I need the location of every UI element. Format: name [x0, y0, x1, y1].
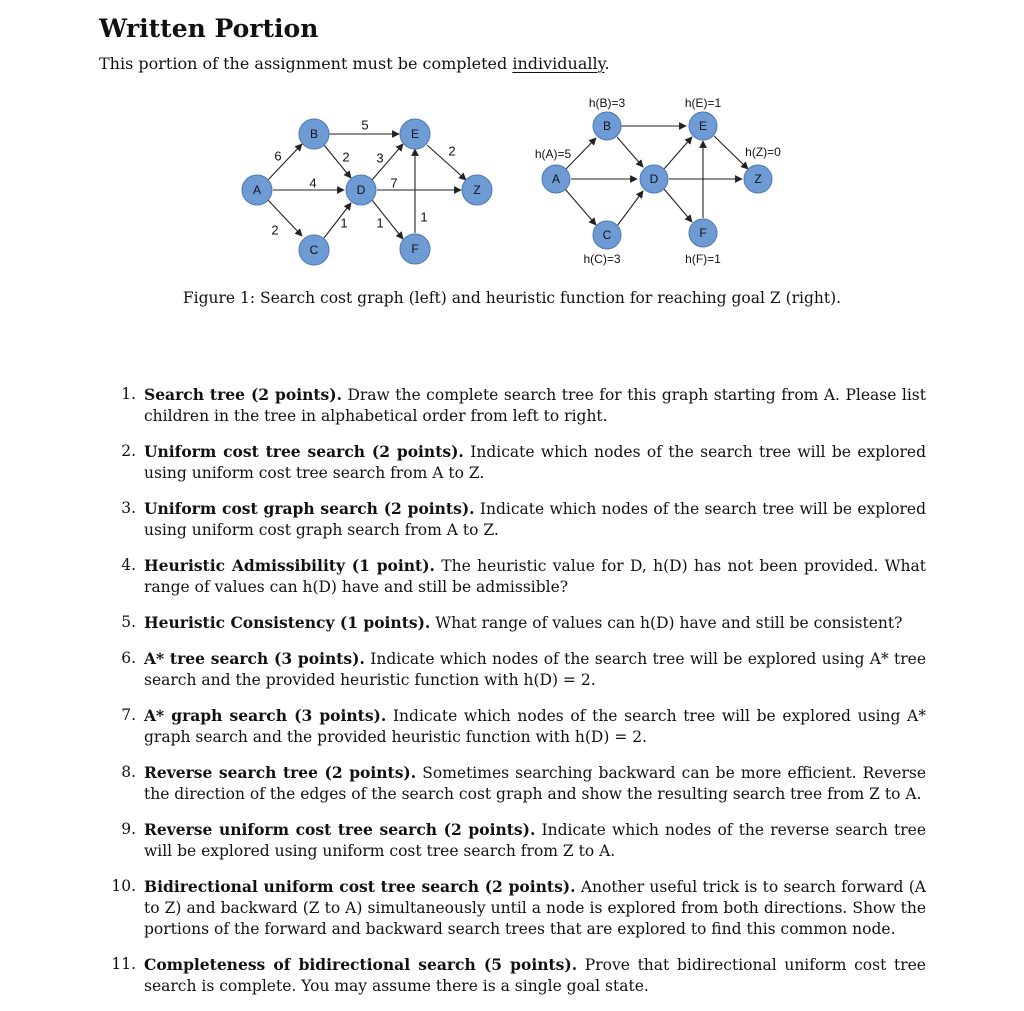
question-item: [100, 648, 926, 691]
right-edge-d-e: [664, 137, 692, 169]
question-item: [100, 819, 926, 862]
right-edge-a-c: [565, 189, 596, 225]
left-edge-a-b: [267, 144, 302, 181]
question-number: 11.: [111, 955, 136, 973]
svg-text:Z: Z: [473, 183, 481, 197]
question-text: Prove that bidirectional uniform cost tree search is complete. You may assume there is a single goal state.: [144, 956, 926, 995]
question-number: 1.: [121, 385, 136, 403]
left-weight-a-c: 2: [271, 222, 279, 238]
right-node-e: [689, 112, 717, 140]
right-node-b: [593, 112, 621, 140]
left-node-b: [299, 119, 329, 149]
left-weight-b-d: 2: [342, 149, 350, 165]
left-weight-d-e: 3: [376, 150, 384, 166]
left-node-d: [346, 175, 376, 205]
question-list: [100, 384, 926, 1011]
question-number: 4.: [121, 556, 136, 574]
svg-text:B: B: [602, 119, 612, 133]
question-number: 3.: [121, 499, 136, 517]
question-text: Indicate which nodes of the search tree will be explored using uniform cost graph search from A to Z.: [144, 500, 926, 539]
intro-after: .: [604, 54, 610, 73]
page-title: Written Portion: [99, 14, 319, 43]
svg-text:A: A: [252, 183, 262, 197]
svg-text:D: D: [649, 172, 659, 186]
question-item: [100, 954, 926, 997]
question-text: Indicate which nodes of the search tree will be explored using uniform cost tree search from A to Z.: [144, 443, 926, 482]
heuristic-a: h(A)=5: [534, 147, 572, 161]
svg-text:A: A: [551, 172, 561, 186]
question-text: Another useful trick is to search forward (A to Z) and backward (Z to A) simultaneously until a node is explored from both directions. Show the portions of the forward and backward search trees that are explored to find this common node.: [144, 878, 926, 938]
right-node-d: [640, 165, 668, 193]
question-text: Indicate which nodes of the search tree will be explored using A* graph search and the provided heuristic function with h(D) = 2.: [144, 707, 926, 746]
heuristic-e: h(E)=1: [684, 96, 722, 110]
question-title: A* tree search (3 points).: [144, 649, 365, 668]
heuristic-b: h(B)=3: [588, 96, 626, 110]
right-node-z: [744, 165, 772, 193]
left-weight-b-e: 5: [361, 117, 369, 133]
left-weight-a-b: 6: [274, 148, 282, 164]
svg-text:D: D: [356, 183, 366, 197]
left-node-f: [400, 234, 430, 264]
left-edge-e-z: [427, 145, 466, 180]
question-title: Search tree (2 points).: [144, 385, 342, 404]
question-title: A* graph search (3 points).: [144, 706, 387, 725]
question-title: Heuristic Consistency (1 points).: [144, 613, 431, 632]
question-text: Indicate which nodes of the search tree will be explored using A* tree search and the provided heuristic function with h(D) = 2.: [144, 650, 926, 689]
left-node-e: [400, 119, 430, 149]
right-graph: [535, 96, 781, 266]
svg-text:E: E: [410, 127, 420, 141]
question-number: 2.: [121, 442, 136, 460]
figure-graphs: [0, 0, 1024, 285]
left-node-a: [242, 175, 272, 205]
question-title: Uniform cost graph search (2 points).: [144, 499, 475, 518]
question-title: Reverse uniform cost tree search (2 points).: [144, 820, 536, 839]
question-number: 9.: [121, 820, 136, 838]
question-title: Completeness of bidirectional search (5 points).: [144, 955, 578, 974]
figure-caption: Figure 1: Search cost graph (left) and heuristic function for reaching goal Z (right).: [182, 289, 842, 307]
svg-text:Z: Z: [754, 172, 762, 186]
question-title: Uniform cost tree search (2 points).: [144, 442, 464, 461]
svg-text:E: E: [698, 119, 708, 133]
question-item: [100, 555, 926, 598]
heuristic-f: h(F)=1: [685, 252, 721, 266]
right-node-a: [542, 165, 570, 193]
right-edge-e-z: [714, 136, 748, 169]
question-item: [100, 498, 926, 541]
question-number: 7.: [121, 706, 136, 724]
heuristic-z: h(Z)=0: [745, 145, 781, 159]
left-weight-c-d: 1: [340, 215, 348, 231]
question-title: Bidirectional uniform cost tree search (2 points).: [144, 877, 576, 896]
question-text: What range of values can h(D) have and still be consistent?: [435, 614, 903, 632]
svg-text:B: B: [309, 127, 319, 141]
heuristic-c: h(C)=3: [583, 252, 621, 266]
question-number: 10.: [111, 877, 136, 895]
svg-text:F: F: [699, 226, 707, 240]
intro-underlined: individually: [512, 54, 605, 73]
left-weight-f-e: 1: [420, 209, 428, 225]
right-edge-d-f: [664, 189, 692, 222]
question-item: [100, 384, 926, 427]
question-item: [100, 876, 926, 940]
question-text: Indicate which nodes of the reverse search tree will be explored using uniform cost tree search from Z to A.: [144, 821, 926, 860]
question-item: [100, 441, 926, 484]
right-edge-b-d: [617, 137, 643, 167]
question-number: 6.: [121, 649, 136, 667]
question-title: Heuristic Admissibility (1 point).: [144, 556, 435, 575]
left-node-z: [462, 175, 492, 205]
right-node-c: [593, 221, 621, 249]
left-graph: [242, 118, 492, 266]
right-node-f: [689, 219, 717, 247]
question-item: [100, 705, 926, 748]
question-text: Sometimes searching backward can be more efficient. Reverse the direction of the edges of the search cost graph and show the resulting search tree from Z to A.: [144, 764, 926, 803]
svg-text:F: F: [411, 242, 419, 256]
left-weight-d-z: 7: [390, 175, 398, 191]
left-weight-a-d: 4: [309, 175, 317, 191]
question-item: [100, 762, 926, 805]
svg-text:C: C: [309, 243, 319, 257]
question-text: Draw the complete search tree for this graph starting from A. Please list children in the tree in alphabetical order from left to right.: [144, 386, 926, 425]
left-node-c: [299, 235, 329, 265]
right-edge-c-d: [617, 191, 643, 226]
question-title: Reverse search tree (2 points).: [144, 763, 417, 782]
svg-text:C: C: [602, 228, 612, 242]
intro-before: This portion of the assignment must be completed: [99, 54, 513, 73]
left-weight-d-f: 1: [376, 215, 384, 231]
question-item: [100, 612, 926, 634]
question-text: The heuristic value for D, h(D) has not been provided. What range of values can h(D) have and still be admissible?: [144, 557, 926, 596]
question-number: 5.: [121, 613, 136, 631]
question-number: 8.: [121, 763, 136, 781]
left-weight-e-z: 2: [448, 143, 456, 159]
